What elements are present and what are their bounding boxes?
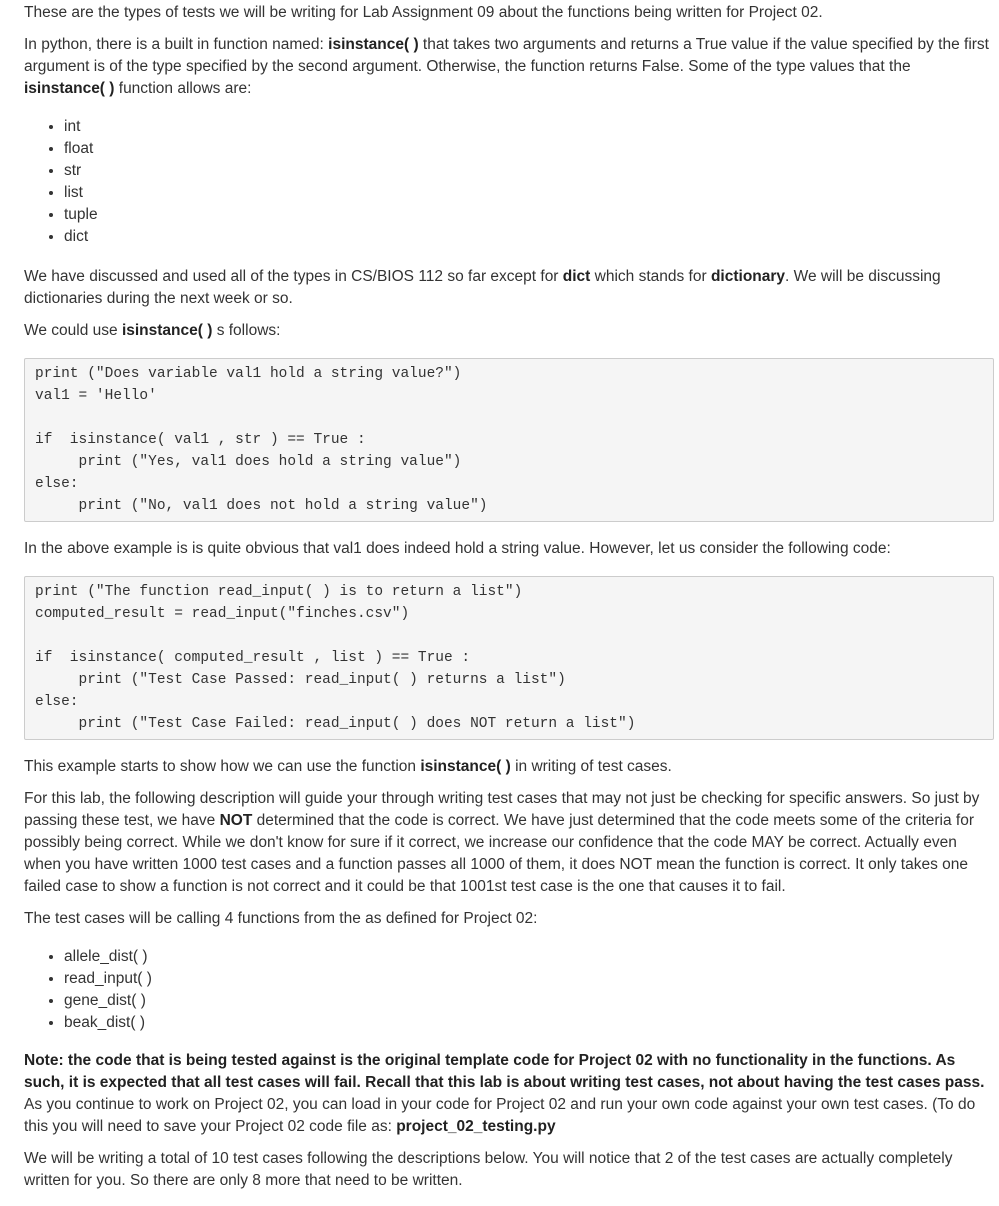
text: which stands for [590,268,711,285]
text: In python, there is a built in function named: [24,36,329,53]
bold-text: isinstance( ) [24,80,115,97]
intro-text: These are the types of tests we will be writing for Lab Assignment 09 about the functions being written for Project 02. [24,4,823,21]
bold-text: isinstance( ) [121,322,213,339]
types-list [24,116,994,248]
lab-description-paragraph [24,788,994,898]
bold-text: isinstance( ) [328,36,419,53]
list-item: • str [64,160,994,182]
list-item: • list [64,182,994,204]
bold-text: project_02_testing.py [396,1118,556,1135]
list-item: • gene_dist( ) [64,990,994,1012]
code-block-1: print ("Does variable val1 hold a string value?") val1 = 'Hello' if isinstance( val1 , str ) == True : print ("Yes, val1 does hold a string value") else: print ("No, val1 does not hold a string value") [24,358,994,522]
document [0,2,999,1192]
example-paragraph: In the above example is is quite obvious that val1 does indeed hold a string value. However, let us consider the following code: [24,540,891,557]
text: . We will be discussing dictionaries during the next week or so. [24,268,941,307]
text: in writing of test cases. [510,758,672,775]
bold-text: dictionary [710,268,786,285]
test-cases-paragraph [24,756,994,778]
text: determined that the code is correct. We have just determined that the code meets some of the criteria for possibly being correct. While we don't know for sure if it correct, we increase our confidence that the code MAY be correct. Actually even when you have written 1000 test cases and a function passes all 1000 of them, it does NOT mean the function is correct. It only takes one failed case to show a function is not correct and it could be that 1001st test case is the one that causes it to fail. [24,812,975,895]
functions-list [24,946,994,1034]
text: As you continue to work on Project 02, you can load in your code for Project 02 and run your own code against your own test cases. (To do this you will need to save your Project 02 code file as: [24,1096,976,1135]
bold-text: NOT [219,812,253,829]
bold-text: isinstance( ) [420,758,511,775]
isinstance-paragraph [24,34,994,100]
functions-intro: The test cases will be calling 4 functions from the as defined for Project 02: [24,910,538,927]
usage-paragraph [24,320,994,342]
note-paragraph [24,1050,994,1138]
list-item: • beak_dist( ) [64,1012,994,1034]
text: function allows are: [114,80,252,97]
text: We could use [24,322,122,339]
text: We have discussed and used all of the types in CS/BIOS 112 so far except for [24,268,563,285]
list-item: • tuple [64,204,994,226]
list-item: • dict [64,226,994,248]
bold-text: Note: the code that is being tested against is the original template code for Project 02 with no functionality in the functions. As such, it is expected that all test cases will fail. Recall that this lab is about writing test cases, not about having the test cases pass. [24,1052,985,1091]
list-item: • float [64,138,994,160]
list-item: • int [64,116,994,138]
types-paragraph [24,266,994,310]
text: s follows: [212,322,281,339]
text: For this lab, the following description will guide your through writing test cases that may not just be checking for specific answers. So just by passing these test, we have [24,790,980,829]
code-block-2: print ("The function read_input( ) is to return a list") computed_result = read_input("finches.csv") if isinstance( computed_result , list ) == True : print ("Test Case Passed: read_input( ) returns a list") else: print ("Test Case Failed: read_input( ) does NOT return a list") [24,576,994,740]
total-tests-paragraph: We will be writing a total of 10 test cases following the descriptions below. You will notice that 2 of the test cases are actually completely written for you. So there are only 8 more that need to be written. [24,1150,953,1189]
list-item: • allele_dist( ) [64,946,994,968]
list-item: • read_input( ) [64,968,994,990]
bold-text: dict [562,268,591,285]
text: This example starts to show how we can use the function [24,758,421,775]
text: that takes two arguments and returns a True value if the value specified by the first argument is of the type specified by the second argument. Otherwise, the function returns False. Some of the type values that the [24,36,989,75]
